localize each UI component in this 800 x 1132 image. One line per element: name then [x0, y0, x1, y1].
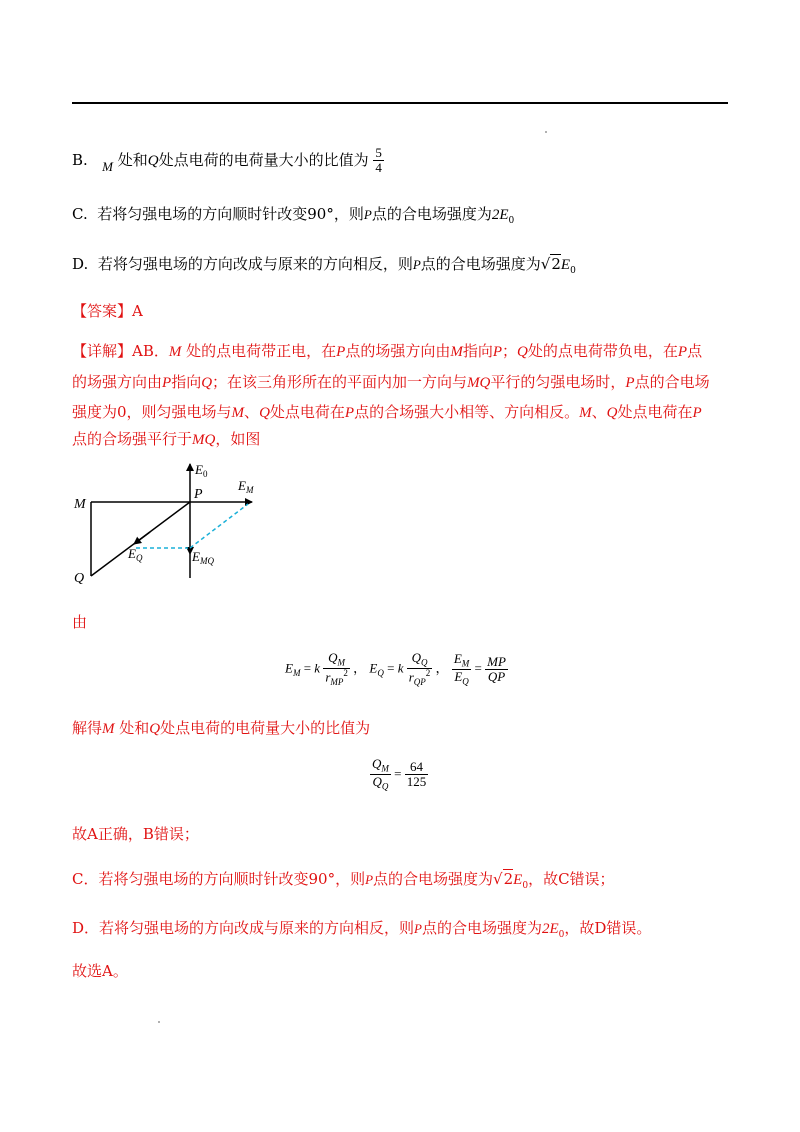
option-d: D. 若将匀强电场的方向改成与原来的方向相反，则P点的合电场强度为$√2E_0$ — [72, 255, 576, 276]
header-rule — [72, 102, 728, 104]
detail-line-4: 点的合场强平行于MQ，如图 — [72, 430, 261, 448]
final-answer: 故选A。 — [72, 962, 128, 980]
conclusion-d: D．若将匀强电场的方向改成与原来的方向相反，则P点的合电场强度为$2E_0$，故D错误。 — [72, 919, 652, 940]
speck — [545, 131, 547, 133]
label-em: $E_M$ — [238, 478, 254, 495]
label-q: Q — [74, 571, 85, 586]
solve-line: 解得M 处和Q处点电荷的电荷量大小的比值为 — [72, 719, 371, 737]
dashed-emq-em — [190, 504, 248, 548]
option-c: C. 若将匀强电场的方向顺时针改变90°，则P点的合电场强度为$2E_0$ — [72, 205, 515, 226]
detail-line-1: 【详解】AB．M 处的点电荷带正电，在P点的场强方向由M指向P；Q处的点电荷带负电，在P点 — [72, 342, 703, 360]
conclusion-c: C．若将匀强电场的方向顺时针改变90°，则P点的合电场强度为$√2E_0$，故C错误； — [72, 870, 615, 891]
by-label: 由 — [72, 613, 88, 631]
detail-line-3: 强度为0，则匀强电场与M、Q处点电荷在P点的合场强大小相等、方向相反。M、Q处点电荷在P — [72, 403, 702, 421]
arrow-eq-extension — [134, 532, 150, 544]
label-p: P — [194, 487, 203, 502]
label-eq: $E_Q$ — [128, 546, 143, 563]
equation-1: $E_M = k$ $\frac{Q_M}{r_{MP}^2}$ ， $E_Q = k$ $\frac{Q_Q}{r_{QP}^2}$ ， $\frac{E_M}{E_Q}$ = $\frac{MP}{QP}$ — [285, 650, 506, 688]
label-e0: $E_0$ — [195, 462, 208, 479]
answer: 【答案】A — [72, 302, 143, 320]
field-diagram — [70, 458, 270, 588]
conclusion-ab: 故A正确，B错误； — [72, 825, 199, 843]
speck — [158, 1021, 160, 1023]
detail-line-2: 的场强方向由P指向Q；在该三角形所在的平面内加一方向与MQ平行的匀强电场时，P点的合电场 — [72, 373, 710, 391]
equation-2: $\frac{Q_M}{Q_Q}$ = $\frac{64}{125}$ — [372, 756, 427, 793]
label-emq: $E_{MQ}$ — [192, 549, 214, 566]
label-m: M — [74, 497, 86, 512]
option-b: B. M 处和Q处点电荷的电荷量大小的比值为 $\frac{5}{4}$ — [72, 145, 382, 176]
